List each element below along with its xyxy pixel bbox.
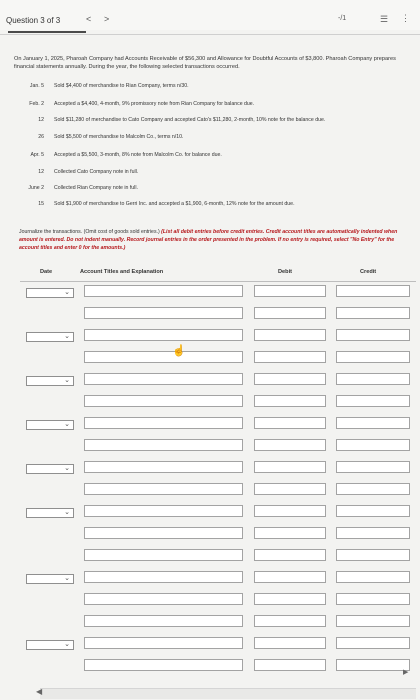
account-title-input[interactable]	[84, 307, 243, 319]
header-divider	[0, 34, 420, 35]
credit-input[interactable]	[336, 615, 410, 627]
next-question-icon[interactable]: >	[104, 14, 110, 24]
transaction-row	[14, 117, 414, 126]
debit-input[interactable]	[254, 483, 326, 495]
account-title-input[interactable]	[84, 615, 243, 627]
prev-question-icon[interactable]: <	[86, 14, 92, 24]
col-credit-header: Credit	[360, 269, 377, 275]
chevron-down-icon: ⌄	[64, 641, 70, 648]
transaction-row	[14, 101, 414, 110]
credit-input[interactable]	[336, 549, 410, 561]
account-title-input[interactable]	[84, 637, 243, 649]
debit-input[interactable]	[254, 505, 326, 517]
debit-input[interactable]	[254, 307, 326, 319]
account-title-input[interactable]	[84, 417, 243, 429]
transaction-date: 26	[38, 134, 44, 140]
transaction-date: 12	[38, 117, 44, 123]
chevron-down-icon: ⌄	[64, 465, 70, 472]
debit-input[interactable]	[254, 329, 326, 341]
date-select[interactable]	[26, 420, 74, 430]
transaction-row	[14, 185, 414, 194]
date-select[interactable]	[26, 464, 74, 474]
more-vertical-icon[interactable]: ⋮	[401, 13, 410, 23]
account-title-input[interactable]	[84, 571, 243, 583]
account-title-input[interactable]	[84, 373, 243, 385]
debit-input[interactable]	[254, 549, 326, 561]
debit-input[interactable]	[254, 351, 326, 363]
scroll-right-icon[interactable]: ▶	[403, 669, 409, 676]
scroll-left-icon[interactable]: ◀	[36, 687, 43, 696]
credit-input[interactable]	[336, 395, 410, 407]
debit-input[interactable]	[254, 285, 326, 297]
date-select[interactable]	[26, 376, 74, 386]
transaction-text: Sold $11,280 of merchandise to Cato Company and accepted Cato's $11,280, 2-month, 10% note for the balance due.	[54, 117, 326, 123]
instructions	[19, 228, 407, 252]
chevron-down-icon: ⌄	[64, 421, 70, 428]
credit-input[interactable]	[336, 593, 410, 605]
transaction-text: Collected Cato Company note in full.	[54, 169, 139, 175]
account-title-input[interactable]	[84, 351, 243, 363]
date-select[interactable]	[26, 640, 74, 650]
credit-input[interactable]	[336, 527, 410, 539]
col-account-header: Account Titles and Explanation	[80, 269, 164, 275]
debit-input[interactable]	[254, 417, 326, 429]
debit-input[interactable]	[254, 659, 326, 671]
col-date-header: Date	[40, 269, 53, 275]
credit-input[interactable]	[336, 307, 410, 319]
mouse-pointer-icon: ☝	[172, 345, 186, 357]
transaction-date: Apr. 5	[30, 152, 44, 158]
credit-input[interactable]	[336, 373, 410, 385]
debit-input[interactable]	[254, 395, 326, 407]
date-select[interactable]	[26, 332, 74, 342]
transaction-text: Collected Rian Company note in full.	[54, 185, 138, 191]
list-icon[interactable]: ☰	[380, 14, 389, 24]
problem-intro: On January 1, 2025, Pharoah Company had Accounts Receivable of $56,300 and Allowance for Doubtful Accounts of $3,800. Pharoah Company prepares financial statements annually. During the year, the following selected transactions occurred.	[14, 56, 396, 70]
chevron-down-icon: ⌄	[64, 575, 70, 582]
transaction-date: 12	[38, 169, 44, 175]
credit-input[interactable]	[336, 461, 410, 473]
account-title-input[interactable]	[84, 439, 243, 451]
credit-input[interactable]	[336, 571, 410, 583]
credit-input[interactable]	[336, 417, 410, 429]
question-label: Question 3 of 3	[6, 16, 61, 25]
account-title-input[interactable]	[84, 593, 243, 605]
transaction-text: Sold $5,500 of merchandise to Malcolm Co., terms n/10.	[54, 134, 184, 140]
account-title-input[interactable]	[84, 461, 243, 473]
instructions-plain: Journalize the transactions. (Omit cost of goods sold entries.)	[19, 229, 162, 235]
account-title-input[interactable]	[84, 329, 243, 341]
account-title-input[interactable]	[84, 549, 243, 561]
credit-input[interactable]	[336, 483, 410, 495]
col-debit-header: Debit	[278, 269, 292, 275]
credit-input[interactable]	[336, 329, 410, 341]
credit-input[interactable]	[336, 637, 410, 649]
credit-input[interactable]	[336, 351, 410, 363]
debit-input[interactable]	[254, 373, 326, 385]
credit-input[interactable]	[336, 659, 410, 671]
chevron-down-icon: ⌄	[64, 333, 70, 340]
debit-input[interactable]	[254, 461, 326, 473]
transaction-text: Accepted a $5,500, 3-month, 8% note from Malcolm Co. for balance due.	[54, 152, 222, 158]
score-label: -/1	[338, 15, 347, 22]
instructions-italic: (List all debit entries before credit entries. Credit account titles are automatically indented when amount is entered. Do not indent manually. Record journal entries in the order presented in the problem. If no entry is required, select "No Entry" for the account titles and enter 0 for the amounts.)	[19, 229, 398, 251]
account-title-input[interactable]	[84, 527, 243, 539]
date-select[interactable]	[26, 288, 74, 298]
credit-input[interactable]	[336, 505, 410, 517]
account-title-input[interactable]	[84, 505, 243, 517]
debit-input[interactable]	[254, 615, 326, 627]
transaction-date: June 2	[28, 185, 44, 191]
credit-input[interactable]	[336, 285, 410, 297]
transaction-row	[14, 169, 414, 178]
debit-input[interactable]	[254, 637, 326, 649]
transaction-date: 15	[38, 201, 44, 207]
transaction-text: Accepted a $4,400, 4-month, 9% promissory note from Rian Company for balance due.	[54, 101, 255, 107]
transaction-date: Jan. 5	[29, 83, 44, 89]
debit-input[interactable]	[254, 439, 326, 451]
transaction-row	[14, 201, 414, 210]
journal-header	[20, 263, 416, 282]
account-title-input[interactable]	[84, 659, 243, 671]
transaction-date: Feb. 2	[29, 101, 44, 107]
account-title-input[interactable]	[84, 285, 243, 297]
debit-input[interactable]	[254, 527, 326, 539]
account-title-input[interactable]	[84, 483, 243, 495]
chevron-down-icon: ⌄	[64, 377, 70, 384]
debit-input[interactable]	[254, 593, 326, 605]
chevron-down-icon: ⌄	[64, 509, 70, 516]
credit-input[interactable]	[336, 439, 410, 451]
transaction-row	[14, 134, 414, 143]
chevron-down-icon: ⌄	[64, 289, 70, 296]
date-select[interactable]	[26, 574, 74, 584]
date-select[interactable]	[26, 508, 74, 518]
account-title-input[interactable]	[84, 395, 243, 407]
transaction-row	[14, 152, 414, 161]
transaction-row	[14, 83, 414, 92]
horizontal-scrollbar[interactable]	[40, 688, 416, 699]
question-underline	[8, 31, 86, 33]
transaction-text: Sold $1,900 of merchandise to Gerri Inc. and accepted a $1,900, 6-month, 12% note for the amount due.	[54, 201, 295, 207]
top-bar	[0, 0, 420, 30]
debit-input[interactable]	[254, 571, 326, 583]
transaction-text: Sold $4,400 of merchandise to Rian Company, terms n/30.	[54, 83, 189, 89]
